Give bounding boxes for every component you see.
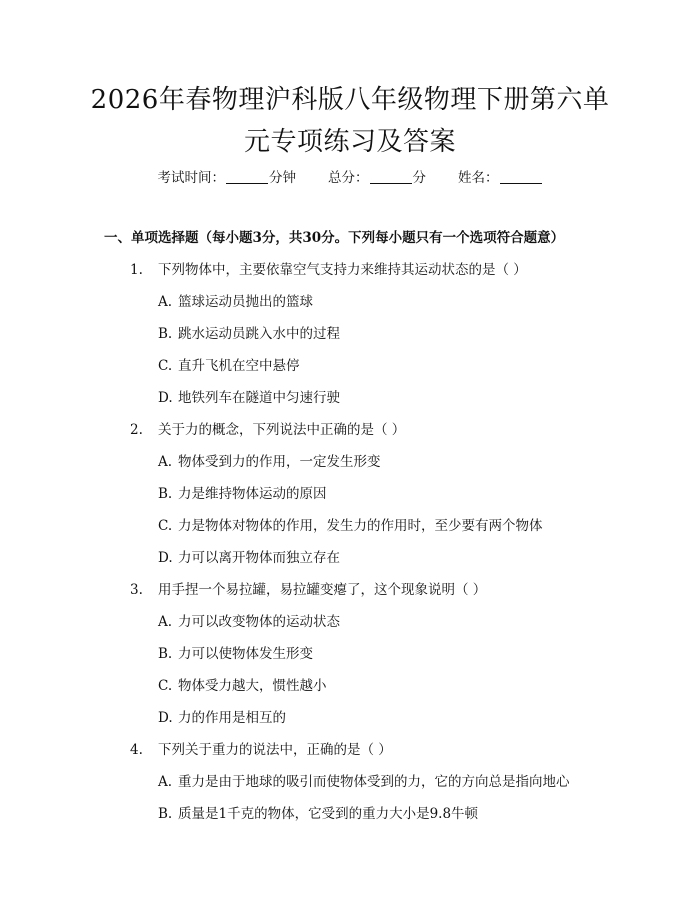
option-text: 力的作用是相互的	[178, 710, 286, 726]
document-title-line-2: 元专项练习及答案	[243, 127, 456, 157]
time-blank	[226, 169, 268, 184]
score-unit: 分	[412, 170, 426, 186]
option-letter: B.	[158, 486, 173, 502]
question-2-option-a	[158, 452, 381, 472]
option-text: 篮球运动员抛出的篮球	[178, 294, 313, 310]
option-letter: D.	[158, 390, 173, 406]
option-text: 重力是由于地球的吸引而使物体受到的力，它的方向总是指向地心	[178, 774, 570, 790]
option-letter: C.	[158, 518, 173, 534]
option-letter: A.	[158, 614, 173, 630]
option-letter: B.	[158, 646, 173, 662]
option-text: 力可以改变物体的运动状态	[178, 614, 340, 630]
document-title-line-1: 2026年春物理沪科版八年级物理下册第六单	[90, 85, 610, 115]
question-1-option-a	[158, 292, 313, 312]
section-heading: 一、单项选择题（每小题3分，共30分。下列每小题只有一个选项符合题意）	[104, 230, 565, 246]
question-text: 用手捏一个易拉罐，易拉罐变瘪了，这个现象说明（ ）	[158, 582, 487, 598]
question-1-option-c	[158, 356, 300, 376]
question-number: 2.	[130, 422, 143, 438]
option-text: 力可以离开物体而独立存在	[178, 550, 340, 566]
question-2	[130, 420, 405, 440]
question-4-option-a	[158, 772, 570, 792]
option-letter: A.	[158, 294, 173, 310]
option-text: 物体受力越大，惯性越小	[178, 678, 327, 694]
question-4-option-b	[158, 804, 478, 824]
question-2-option-c	[158, 516, 543, 536]
option-text: 地铁列车在隧道中匀速行驶	[178, 390, 340, 406]
option-text: 跳水运动员跳入水中的过程	[178, 326, 340, 342]
time-unit: 分钟	[269, 170, 296, 186]
question-number: 3.	[130, 582, 143, 598]
option-text: 物体受到力的作用，一定发生形变	[178, 454, 381, 470]
option-text: 力可以使物体发生形变	[178, 646, 313, 662]
option-letter: B.	[158, 806, 173, 822]
question-3	[130, 580, 486, 600]
question-4	[130, 740, 392, 760]
question-1	[130, 260, 527, 280]
option-letter: C.	[158, 678, 173, 694]
option-letter: A.	[158, 774, 173, 790]
question-text: 下列物体中，主要依靠空气支持力来维持其运动状态的是（ ）	[158, 262, 527, 278]
question-number: 1.	[130, 262, 143, 278]
option-letter: A.	[158, 454, 173, 470]
option-letter: C.	[158, 358, 173, 374]
time-label: 考试时间：	[157, 170, 225, 186]
option-letter: B.	[158, 326, 173, 342]
question-1-option-d	[158, 388, 340, 408]
name-blank	[500, 169, 542, 184]
score-label: 总分：	[328, 170, 369, 186]
question-text: 关于力的概念，下列说法中正确的是（ ）	[158, 422, 406, 438]
exam-info-line	[0, 168, 700, 188]
question-1-option-b	[158, 324, 340, 344]
question-2-option-b	[158, 484, 327, 504]
name-label: 姓名：	[458, 170, 499, 186]
option-text: 质量是1千克的物体，它受到的重力大小是9.8牛顿	[178, 806, 479, 822]
question-number: 4.	[130, 742, 143, 758]
question-3-option-a	[158, 612, 340, 632]
option-letter: D.	[158, 550, 173, 566]
question-3-option-b	[158, 644, 313, 664]
question-2-option-d	[158, 548, 340, 568]
option-text: 力是物体对物体的作用，发生力的作用时，至少要有两个物体	[178, 518, 543, 534]
score-blank	[370, 169, 412, 184]
question-text: 下列关于重力的说法中，正确的是（ ）	[158, 742, 392, 758]
option-letter: D.	[158, 710, 173, 726]
option-text: 直升飞机在空中悬停	[178, 358, 300, 374]
question-3-option-d	[158, 708, 286, 728]
question-3-option-c	[158, 676, 327, 696]
option-text: 力是维持物体运动的原因	[178, 486, 327, 502]
